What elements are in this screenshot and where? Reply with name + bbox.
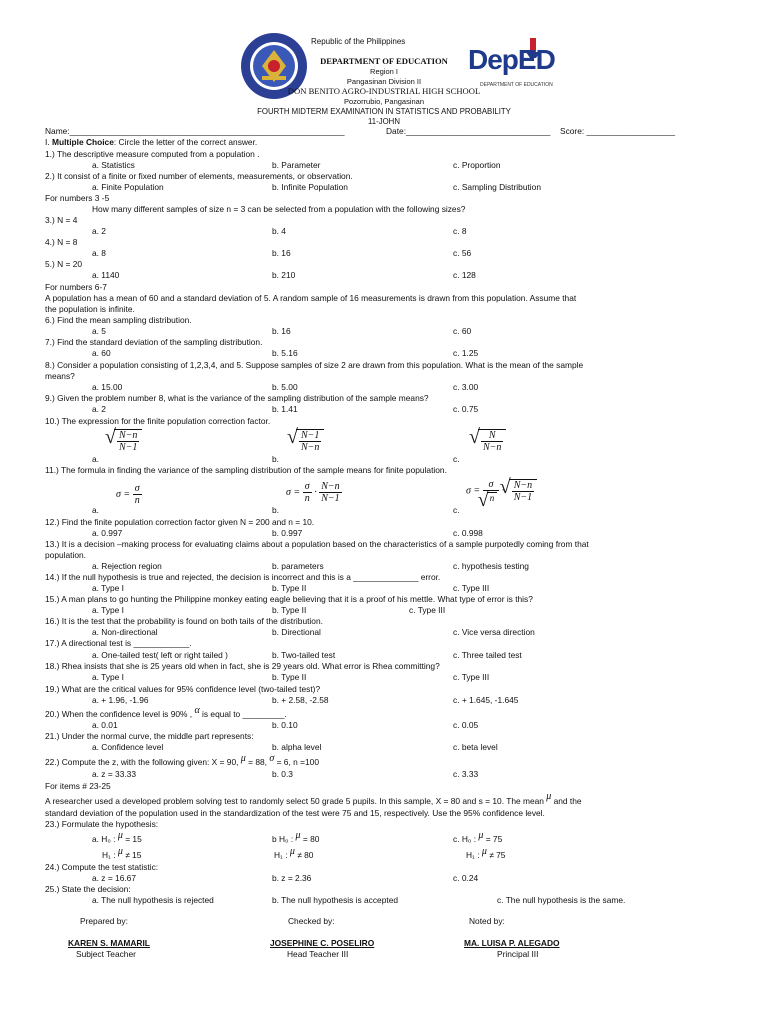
q10-choice-b-label: b. [272, 454, 279, 464]
note-3-5-body: How many different samples of size n = 3 can be selected from a population with the following sizes? [92, 204, 466, 214]
sigma-symbol: σ [269, 753, 275, 764]
question-13-line-1: 13.) It is a decision –making process for evaluating claims about a population based on the characteristics of a sample purpotedly coming from that [45, 539, 589, 549]
deped-logo [466, 36, 566, 100]
q10-choice-c-label: c. [453, 454, 460, 464]
q13-choice-c: c. hypothesis testing [453, 561, 529, 571]
noted-by-label: Noted by: [469, 916, 505, 926]
q24-choice-a: a. z = 16.67 [92, 873, 137, 883]
note-6-7: For numbers 6-7 [45, 282, 107, 292]
division-line: Pangasinan Division II [346, 77, 422, 86]
name-field[interactable]: Name:___________________________________________________________ [45, 126, 345, 136]
q6-choice-a: a. 5 [92, 326, 106, 336]
q23-choice-a-h0: a. H₀ : μ = 15 [92, 830, 142, 844]
question-1: 1.) The descriptive measure computed from a population . [45, 149, 260, 159]
checked-by-label: Checked by: [288, 916, 335, 926]
q15-choice-b: b. Type II [272, 605, 307, 615]
mu-symbol: μ [546, 791, 552, 802]
q11-choice-c-label: c. [453, 505, 460, 515]
q20-choice-b: b. 0.10 [272, 720, 298, 730]
date-field[interactable]: Date:_______________________________ [386, 126, 551, 136]
q16-choice-b: b. Directional [272, 627, 321, 637]
question-4: 4.) N = 8 [45, 237, 78, 247]
question-5: 5.) N = 20 [45, 259, 83, 269]
q23-choice-b-h1: H₁ : μ ≠ 80 [274, 846, 314, 860]
q20-choice-a: a. 0.01 [92, 720, 118, 730]
q7-choice-c: c. 1.25 [453, 348, 479, 358]
q19-choice-a: a. + 1.96, -1.96 [92, 695, 149, 705]
deped-subtitle: DEPARTMENT OF EDUCATION [480, 82, 553, 88]
checked-by-name: JOSEPHINE C. POSELIRO [270, 938, 375, 948]
q11-formula-c: σ = σ √ n · √ $\frac{N-n}{N-1}$ [466, 479, 537, 503]
noted-by-role: Principal III [497, 949, 539, 959]
q14-choice-c: c. Type III [453, 583, 490, 593]
question-9: 9.) Given the problem number 8, what is the variance of the sampling distribution of the sample means? [45, 393, 429, 403]
town-line: Pozorrubio, Pangasinan [343, 97, 425, 106]
school-name: DON BENITO AGRO-INDUSTRIAL HIGH SCHOOL [287, 86, 481, 96]
note-23-25: For items # 23-25 [45, 781, 111, 791]
q23-choice-c-h0: c. H₀ : μ = 75 [453, 830, 503, 844]
q20-choice-c: c. 0.05 [453, 720, 479, 730]
question-18: 18.) Rhea insists that she is 25 years old when in fact, she is 29 years old. What error is Rhea committing? [45, 661, 440, 671]
q16-choice-c: c. Vice versa direction [453, 627, 535, 637]
q8-choice-a: a. 15.00 [92, 382, 123, 392]
q17-choice-b: b. Two-tailed test [272, 650, 336, 660]
q10-choice-a-label: a. [92, 454, 99, 464]
q5-choice-b: b. 210 [272, 270, 296, 280]
q24-choice-b: b. z = 2.36 [272, 873, 312, 883]
q14-choice-b: b. Type II [272, 583, 307, 593]
question-11: 11.) The formula in finding the variance of the sampling distribution of the sample means for finite population. [45, 465, 447, 475]
q23-choice-b-h0: b H₀ : μ = 80 [272, 830, 320, 844]
q24-choice-c: c. 0.24 [453, 873, 479, 883]
q1-choice-b: b. Parameter [272, 160, 321, 170]
q3-choice-a: a. 2 [92, 226, 106, 236]
q21-choice-c: c. beta level [453, 742, 498, 752]
question-3: 3.) N = 4 [45, 215, 78, 225]
q9-choice-c: c. 0.75 [453, 404, 479, 414]
q10-formula-b: √ $\frac{N-1}{N-n}$ [294, 429, 324, 453]
note-3-5: For numbers 3 -5 [45, 193, 110, 203]
question-14: 14.) If the null hypothesis is true and rejected, the decision is incorrect and this is a ______________ error. [45, 572, 441, 582]
q7-choice-b: b. 5.16 [272, 348, 298, 358]
q9-choice-b: b. 1.41 [272, 404, 298, 414]
question-20: 20.) When the confidence level is 90% , α is equal to _________. [45, 705, 287, 719]
q5-choice-a: a. 1140 [92, 270, 120, 280]
question-12: 12.) Find the finite population correction factor given N = 200 and n = 10. [45, 517, 315, 527]
q18-choice-b: b. Type II [272, 672, 307, 682]
q12-choice-b: b. 0.997 [272, 528, 303, 538]
q16-choice-a: a. Non-directional [92, 627, 158, 637]
instructions: I. Multiple Choice: Circle the letter of the correct answer. [45, 137, 258, 147]
note-6-7-body-2: the population is infinite. [45, 304, 135, 314]
q15-choice-a: a. Type I [92, 605, 124, 615]
q17-choice-c: c. Three tailed test [453, 650, 522, 660]
republic-line: Republic of the Philippines [311, 37, 406, 46]
score-field[interactable]: Score: ___________________ [560, 126, 676, 136]
q22-choice-a: a. z = 33.33 [92, 769, 137, 779]
q12-choice-c: c. 0.998 [453, 528, 483, 538]
q25-choice-a: a. The null hypothesis is rejected [92, 895, 214, 905]
q12-choice-a: a. 0.997 [92, 528, 123, 538]
mu-symbol: μ [478, 830, 484, 841]
q4-choice-b: b. 16 [272, 248, 291, 258]
q10-formula-a: √ $\frac{N-n}{N-1}$ [112, 429, 142, 453]
deped-wordmark: DepED [468, 44, 555, 75]
q22-choice-c: c. 3.33 [453, 769, 479, 779]
question-23: 23.) Formulate the hypothesis: [45, 819, 159, 829]
question-13-line-2: population. [45, 550, 86, 560]
q17-choice-a: a. One-tailed test( left or right tailed ) [92, 650, 228, 660]
mu-symbol: μ [289, 846, 295, 857]
question-8-line-2: means? [45, 371, 75, 381]
q13-choice-b: b. parameters [272, 561, 324, 571]
mu-symbol: μ [481, 846, 487, 857]
q2-choice-c: c. Sampling Distribution [453, 182, 541, 192]
prepared-by-label: Prepared by: [80, 916, 128, 926]
q1-choice-a: a. Statistics [92, 160, 135, 170]
q23-choice-a-h1: H₁ : μ ≠ 15 [102, 846, 142, 860]
question-16: 16.) It is the test that the probability is found on both tails of the distribution. [45, 616, 323, 626]
mu-symbol: μ [295, 830, 301, 841]
mu-symbol: μ [240, 753, 246, 764]
q18-choice-a: a. Type I [92, 672, 124, 682]
q3-choice-b: b. 4 [272, 226, 286, 236]
q15-choice-c: c. Type III [409, 605, 446, 615]
section-line: 11-JOHN [368, 117, 400, 126]
question-17: 17.) A directional test is ____________. [45, 638, 192, 648]
q5-choice-c: c. 128 [453, 270, 476, 280]
q2-choice-a: a. Finite Population [92, 182, 164, 192]
q11-choice-b-label: b. [272, 505, 279, 515]
question-19: 19.) What are the critical values for 95% confidence level (two-tailed test)? [45, 684, 321, 694]
q8-choice-c: c. 3.00 [453, 382, 479, 392]
question-25: 25.) State the decision: [45, 884, 131, 894]
prepared-by-name: KAREN S. MAMARIL [68, 938, 150, 948]
q21-choice-a: a. Confidence level [92, 742, 164, 752]
question-7: 7.) Find the standard deviation of the sampling distribution. [45, 337, 263, 347]
q11-formula-a: σ = $\frac{\sigma}{n}$ [116, 483, 140, 506]
q18-choice-c: c. Type III [453, 672, 490, 682]
q4-choice-c: c. 56 [453, 248, 472, 258]
exam-title: FOURTH MIDTERM EXAMINATION IN STATISTICS AND PROBABILITY [257, 107, 511, 116]
q22-choice-b: b. 0.3 [272, 769, 293, 779]
q8-choice-b: b. 5.00 [272, 382, 298, 392]
question-10: 10.) The expression for the finite population correction factor. [45, 416, 271, 426]
q1-choice-c: c. Proportion [453, 160, 501, 170]
note-23-25-body-1: A researcher used a developed problem solving test to randomly select 50 grade 5 pupils. In this sample, X = 80 and s = 10. The mean μ and the [45, 791, 582, 806]
q19-choice-c: c. + 1.645, -1.645 [453, 695, 519, 705]
alpha-symbol: α [194, 705, 200, 716]
q7-choice-a: a. 60 [92, 348, 111, 358]
q11-choice-a-label: a. [92, 505, 99, 515]
q10-formula-c: √ $\frac{N}{N-n}$ [476, 429, 506, 453]
question-21: 21.) Under the normal curve, the middle part represents: [45, 731, 254, 741]
department-line: DEPARTMENT OF EDUCATION [320, 56, 448, 66]
question-15: 15.) A man plans to go hunting the Philippine monkey eating eagle believing that it is a proof of his mettle. What type of error is this? [45, 594, 533, 604]
question-22: 22.) Compute the z, with the following given: X = 90, μ = 88, σ = 6, n =100 [45, 753, 319, 767]
question-24: 24.) Compute the test statistic: [45, 862, 159, 872]
q13-choice-a: a. Rejection region [92, 561, 162, 571]
q6-choice-b: b. 16 [272, 326, 291, 336]
prepared-by-role: Subject Teacher [76, 949, 136, 959]
region-line: Region I [370, 67, 398, 76]
q3-choice-c: c. 8 [453, 226, 467, 236]
mu-symbol: μ [117, 846, 123, 857]
q6-choice-c: c. 60 [453, 326, 472, 336]
q11-formula-b: σ = $\frac{\sigma}{n}$ · $\frac{N-n}{N-1}$ [286, 481, 340, 504]
q14-choice-a: a. Type I [92, 583, 124, 593]
note-23-25-body-2: standard deviation of the population used in the standardization of the test were 75 and 15, respectively. Use the 95% confidence level. [45, 808, 545, 818]
q2-choice-b: b. Infinite Population [272, 182, 348, 192]
checked-by-role: Head Teacher III [287, 949, 349, 959]
mu-symbol: μ [117, 830, 123, 841]
question-2: 2.) It consist of a finite or fixed number of elements, measurements, or observation. [45, 171, 353, 181]
q19-choice-b: b. + 2.58, -2.58 [272, 695, 329, 705]
q23-choice-c-h1: H₁ : μ ≠ 75 [466, 846, 506, 860]
note-6-7-body-1: A population has a mean of 60 and a standard deviation of 5. A random sample of 16 measurements is drawn from this population. Assume that [45, 293, 577, 303]
q25-choice-c: c. The null hypothesis is the same. [497, 895, 626, 905]
q4-choice-a: a. 8 [92, 248, 106, 258]
q25-choice-b: b. The null hypothesis is accepted [272, 895, 399, 905]
noted-by-name: MA. LUISA P. ALEGADO [464, 938, 560, 948]
question-6: 6.) Find the mean sampling distribution. [45, 315, 192, 325]
q9-choice-a: a. 2 [92, 404, 106, 414]
q21-choice-b: b. alpha level [272, 742, 322, 752]
question-8-line-1: 8.) Consider a population consisting of 1,2,3,4, and 5. Suppose samples of size 2 are drawn from this population. What is the mean of the sample [45, 360, 584, 370]
